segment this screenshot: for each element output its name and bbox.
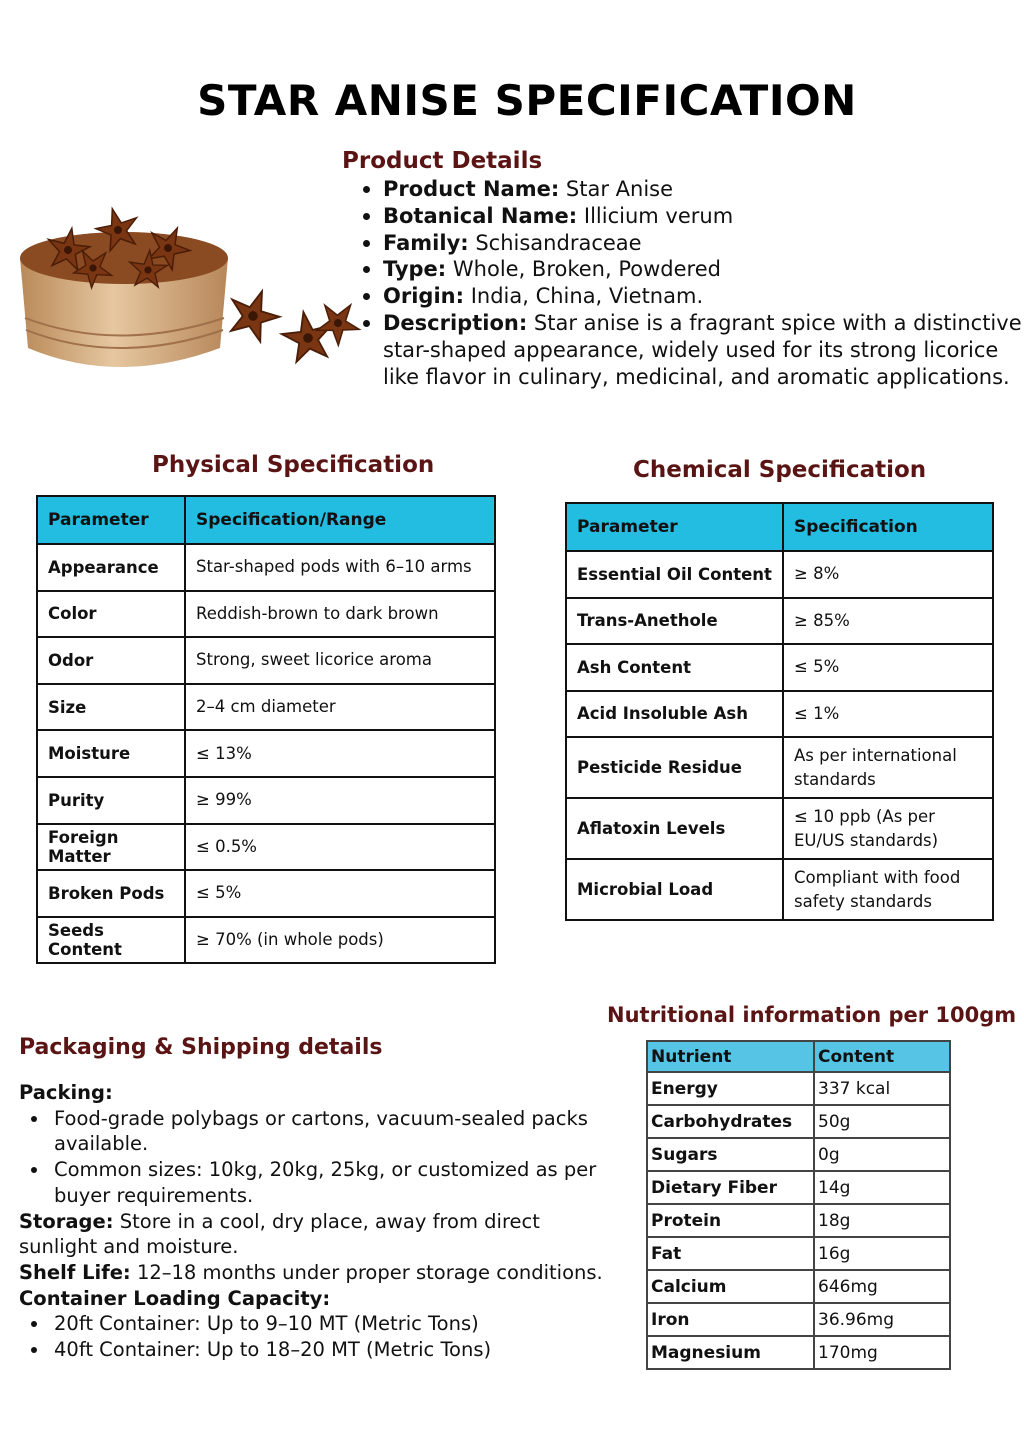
chemical-spec-heading: Chemical Specification <box>633 457 927 483</box>
table-cell: ≤ 0.5% <box>185 824 495 871</box>
table-cell: 0g <box>814 1138 950 1171</box>
table-row <box>647 1105 950 1138</box>
table-cell: ≤ 1% <box>783 691 993 738</box>
table-row <box>566 737 993 798</box>
storage-line <box>19 1209 619 1260</box>
table-row <box>647 1138 950 1171</box>
detail-value: Schisandraceae <box>475 230 642 255</box>
table-cell: Dietary Fiber <box>647 1171 814 1204</box>
list-item <box>355 230 1024 257</box>
nutrition-table <box>646 1040 951 1370</box>
table-cell: Strong, sweet licorice aroma <box>185 637 495 684</box>
table-cell: Magnesium <box>647 1336 814 1369</box>
table-row <box>647 1072 950 1105</box>
detail-value: Whole, Broken, Powdered <box>452 257 721 282</box>
list-item: Food-grade polybags or cartons, vacuum-sealed packs available. <box>19 1106 619 1157</box>
table-cell: Aflatoxin Levels <box>566 798 783 859</box>
product-details-list <box>355 176 1024 390</box>
table-row <box>566 798 993 859</box>
table-cell: Protein <box>647 1204 814 1237</box>
table-cell: Microbial Load <box>566 859 783 920</box>
table-header-row <box>647 1041 950 1072</box>
table-cell: ≤ 13% <box>185 730 495 777</box>
physical-spec-heading: Physical Specification <box>152 452 435 478</box>
detail-label: Product Name: <box>383 177 560 201</box>
detail-label: Botanical Name: <box>383 203 578 228</box>
table-cell: ≤ 5% <box>185 870 495 917</box>
table-cell: Energy <box>647 1072 814 1105</box>
table-cell: 36.96mg <box>814 1303 950 1336</box>
table-cell: ≤ 10 ppb (As per EU/US standards) <box>783 798 993 859</box>
table-cell: Carbohydrates <box>647 1105 814 1138</box>
storage-value: Store in a cool, dry place, away from direct sunlight and moisture. <box>19 1209 540 1259</box>
container-list <box>19 1311 619 1362</box>
table-cell: 18g <box>814 1204 950 1237</box>
packaging-heading: Packaging & Shipping details <box>19 1035 383 1060</box>
product-details-heading: Product Details <box>342 148 543 174</box>
table-cell: ≥ 85% <box>783 598 993 645</box>
detail-value: Star Anise <box>565 177 674 201</box>
column-header: Parameter <box>566 503 783 551</box>
packaging-details <box>19 1080 619 1363</box>
table-cell: 14g <box>814 1171 950 1204</box>
table-row <box>37 637 495 684</box>
table-row <box>647 1270 950 1303</box>
table-cell: Trans-Anethole <box>566 598 783 645</box>
table-row <box>647 1303 950 1336</box>
column-header: Content <box>814 1041 950 1072</box>
detail-label: Type: <box>383 257 447 282</box>
packing-list <box>19 1106 619 1209</box>
list-item <box>355 310 1024 390</box>
table-row <box>37 591 495 638</box>
table-row <box>566 644 993 691</box>
table-cell: Essential Oil Content <box>566 551 783 598</box>
list-item <box>355 176 1024 203</box>
detail-value: India, China, Vietnam. <box>470 284 704 309</box>
shelf-life-label: Shelf Life: <box>19 1260 131 1284</box>
star-anise-bowl-image <box>8 188 373 393</box>
table-header-row <box>37 496 495 544</box>
table-cell: ≥ 99% <box>185 777 495 824</box>
list-item <box>355 256 1024 283</box>
nutrition-heading: Nutritional information per 100gm <box>607 1003 1017 1027</box>
detail-value: Illicium verum <box>583 203 734 228</box>
table-cell: Pesticide Residue <box>566 737 783 798</box>
table-row <box>566 598 993 645</box>
table-row <box>37 870 495 917</box>
detail-label: Origin: <box>383 284 464 309</box>
table-cell: Broken Pods <box>37 870 185 917</box>
table-cell: 170mg <box>814 1336 950 1369</box>
list-item <box>355 283 1024 310</box>
table-row <box>37 544 495 591</box>
table-cell: Color <box>37 591 185 638</box>
table-cell: Fat <box>647 1237 814 1270</box>
table-cell: As per international standards <box>783 737 993 798</box>
table-cell: 16g <box>814 1237 950 1270</box>
table-cell: Purity <box>37 777 185 824</box>
table-cell: Odor <box>37 637 185 684</box>
table-row <box>37 777 495 824</box>
list-item: 40ft Container: Up to 18–20 MT (Metric Tons) <box>19 1337 619 1363</box>
table-cell: Sugars <box>647 1138 814 1171</box>
table-cell: 50g <box>814 1105 950 1138</box>
detail-label: Description: <box>383 310 528 335</box>
table-cell: ≤ 5% <box>783 644 993 691</box>
table-cell: ≥ 70% (in whole pods) <box>185 917 495 964</box>
table-row <box>566 859 993 920</box>
column-header: Specification/Range <box>185 496 495 544</box>
page-title: STAR ANISE SPECIFICATION <box>197 76 857 125</box>
table-header-row <box>566 503 993 551</box>
table-row <box>566 691 993 738</box>
table-cell: Reddish-brown to dark brown <box>185 591 495 638</box>
table-row <box>647 1336 950 1369</box>
table-cell: Appearance <box>37 544 185 591</box>
container-label: Container Loading Capacity: <box>19 1286 331 1310</box>
list-item: 20ft Container: Up to 9–10 MT (Metric Tons) <box>19 1311 619 1337</box>
column-header: Specification <box>783 503 993 551</box>
table-cell: Iron <box>647 1303 814 1336</box>
table-cell: Ash Content <box>566 644 783 691</box>
list-item: Common sizes: 10kg, 20kg, 25kg, or customized as per buyer requirements. <box>19 1157 619 1208</box>
table-row <box>37 684 495 731</box>
table-cell: 646mg <box>814 1270 950 1303</box>
table-cell: Compliant with food safety standards <box>783 859 993 920</box>
column-header: Nutrient <box>647 1041 814 1072</box>
table-cell: 337 kcal <box>814 1072 950 1105</box>
table-row <box>37 824 495 871</box>
physical-spec-table <box>36 495 496 964</box>
table-row <box>37 917 495 964</box>
table-row <box>647 1171 950 1204</box>
shelf-life-value: 12–18 months under proper storage conditions. <box>136 1260 603 1284</box>
table-cell: ≥ 8% <box>783 551 993 598</box>
column-header: Parameter <box>37 496 185 544</box>
packing-label: Packing: <box>19 1081 113 1104</box>
table-cell: Moisture <box>37 730 185 777</box>
table-row <box>647 1237 950 1270</box>
table-row <box>566 551 993 598</box>
table-cell: Calcium <box>647 1270 814 1303</box>
table-cell: Star-shaped pods with 6–10 arms <box>185 544 495 591</box>
table-cell: Size <box>37 684 185 731</box>
table-row <box>37 730 495 777</box>
table-cell: Seeds Content <box>37 917 185 964</box>
table-cell: Acid Insoluble Ash <box>566 691 783 738</box>
list-item <box>355 203 1024 230</box>
table-cell: Foreign Matter <box>37 824 185 871</box>
table-cell: 2–4 cm diameter <box>185 684 495 731</box>
shelf-life-line <box>19 1260 619 1286</box>
storage-label: Storage: <box>19 1209 114 1233</box>
chemical-spec-table <box>565 502 994 921</box>
detail-label: Family: <box>383 230 469 255</box>
detail-value: Star anise is a fragrant spice with a distinctive star-shaped appearance, widely used for its strong licorice like flavor in culinary, medicinal, and aromatic applications. <box>383 310 1022 389</box>
table-row <box>647 1204 950 1237</box>
